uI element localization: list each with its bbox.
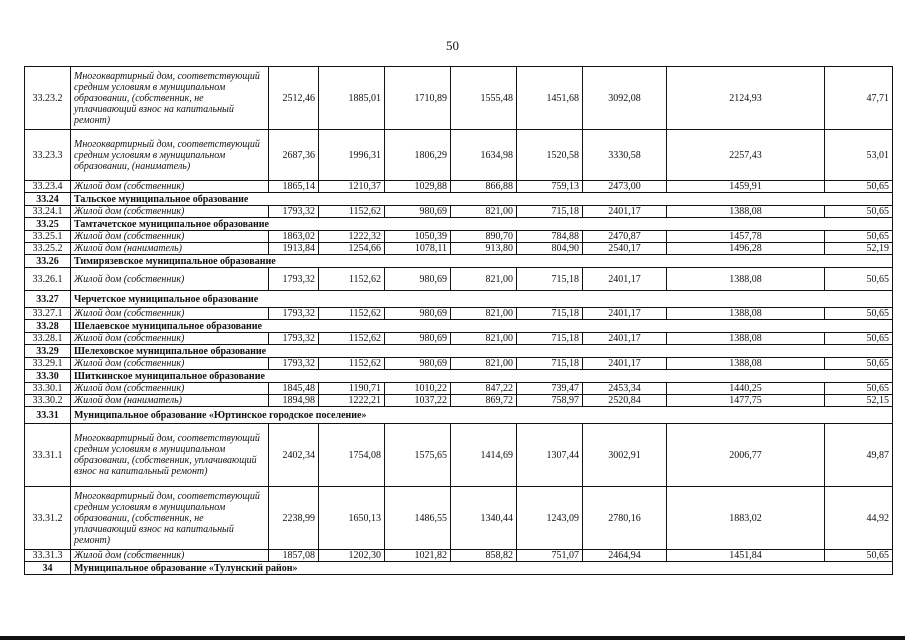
value-cell: 50,65 (825, 383, 893, 395)
value-cell: 2540,17 (583, 243, 667, 255)
value-cell: 869,72 (451, 395, 517, 407)
value-cell: 715,18 (517, 358, 583, 370)
value-cell: 1806,29 (385, 130, 451, 181)
row-code: 33.28.1 (25, 333, 71, 345)
value-cell: 1710,89 (385, 67, 451, 130)
table-row (25, 424, 893, 487)
row-description: Многоквартирный дом, соответствующий средним условиям в муниципальном образовании, (наниматель) (71, 130, 269, 181)
row-description: Жилой дом (собственник) (71, 383, 269, 395)
value-cell: 50,65 (825, 308, 893, 320)
value-cell: 2238,99 (269, 487, 319, 550)
value-cell: 44,92 (825, 487, 893, 550)
value-cell: 1793,32 (269, 206, 319, 218)
table-row (25, 333, 893, 345)
value-cell: 1254,66 (319, 243, 385, 255)
value-cell: 3330,58 (583, 130, 667, 181)
value-cell: 50,65 (825, 181, 893, 193)
page-number: 50 (446, 38, 459, 53)
value-cell: 1793,32 (269, 308, 319, 320)
value-cell: 980,69 (385, 308, 451, 320)
section-row (25, 370, 893, 383)
value-cell: 1190,71 (319, 383, 385, 395)
row-description: Многоквартирный дом, соответствующий средним условиям в муниципальном образовании, (собственник, не уплачивающий взнос на капитальный ремонт) (71, 487, 269, 550)
table-row (25, 231, 893, 243)
row-code: 33.25.1 (25, 231, 71, 243)
value-cell: 1152,62 (319, 308, 385, 320)
section-row (25, 320, 893, 333)
value-cell: 821,00 (451, 333, 517, 345)
value-cell: 784,88 (517, 231, 583, 243)
section-code: 33.26 (25, 255, 71, 268)
value-cell: 1845,48 (269, 383, 319, 395)
value-cell: 2401,17 (583, 268, 667, 291)
value-cell: 1010,22 (385, 383, 451, 395)
value-cell: 2464,94 (583, 550, 667, 562)
value-cell: 52,19 (825, 243, 893, 255)
value-cell: 2512,46 (269, 67, 319, 130)
value-cell: 53,01 (825, 130, 893, 181)
value-cell: 758,97 (517, 395, 583, 407)
value-cell: 1440,25 (667, 383, 825, 395)
value-cell: 759,13 (517, 181, 583, 193)
table-row (25, 487, 893, 550)
table-row (25, 550, 893, 562)
row-code: 33.31.1 (25, 424, 71, 487)
value-cell: 1883,02 (667, 487, 825, 550)
value-cell: 751,07 (517, 550, 583, 562)
value-cell: 1863,02 (269, 231, 319, 243)
tariff-table (24, 66, 893, 575)
row-description: Жилой дом (собственник) (71, 550, 269, 562)
value-cell: 1222,21 (319, 395, 385, 407)
value-cell: 821,00 (451, 358, 517, 370)
value-cell: 2780,16 (583, 487, 667, 550)
value-cell: 980,69 (385, 206, 451, 218)
value-cell: 1555,48 (451, 67, 517, 130)
value-cell: 2402,34 (269, 424, 319, 487)
value-cell: 49,87 (825, 424, 893, 487)
value-cell: 3092,08 (583, 67, 667, 130)
value-cell: 1520,58 (517, 130, 583, 181)
value-cell: 858,82 (451, 550, 517, 562)
row-code: 33.23.4 (25, 181, 71, 193)
row-code: 33.30.1 (25, 383, 71, 395)
value-cell: 1857,08 (269, 550, 319, 562)
value-cell: 1050,39 (385, 231, 451, 243)
value-cell: 1222,32 (319, 231, 385, 243)
row-code: 33.27.1 (25, 308, 71, 320)
value-cell: 1996,31 (319, 130, 385, 181)
section-title: Муниципальное образование «Тулунский район» (71, 562, 893, 575)
value-cell: 821,00 (451, 268, 517, 291)
row-code: 33.26.1 (25, 268, 71, 291)
value-cell: 1152,62 (319, 206, 385, 218)
value-cell: 1913,84 (269, 243, 319, 255)
value-cell: 1885,01 (319, 67, 385, 130)
value-cell: 2520,84 (583, 395, 667, 407)
value-cell: 50,65 (825, 206, 893, 218)
table-row (25, 268, 893, 291)
value-cell: 2401,17 (583, 206, 667, 218)
table-row (25, 395, 893, 407)
row-description: Жилой дом (собственник) (71, 181, 269, 193)
value-cell: 1388,08 (667, 333, 825, 345)
value-cell: 1388,08 (667, 268, 825, 291)
value-cell: 50,65 (825, 268, 893, 291)
value-cell: 1243,09 (517, 487, 583, 550)
value-cell: 980,69 (385, 268, 451, 291)
row-code: 33.29.1 (25, 358, 71, 370)
value-cell: 1210,37 (319, 181, 385, 193)
value-cell: 715,18 (517, 268, 583, 291)
section-title: Муниципальное образование «Юртинское городское поселение» (71, 407, 893, 424)
value-cell: 1459,91 (667, 181, 825, 193)
row-code: 33.31.3 (25, 550, 71, 562)
value-cell: 1451,68 (517, 67, 583, 130)
value-cell: 2473,00 (583, 181, 667, 193)
value-cell: 821,00 (451, 308, 517, 320)
value-cell: 913,80 (451, 243, 517, 255)
value-cell: 715,18 (517, 333, 583, 345)
row-description: Жилой дом (собственник) (71, 358, 269, 370)
value-cell: 50,65 (825, 231, 893, 243)
value-cell: 1793,32 (269, 333, 319, 345)
value-cell: 1340,44 (451, 487, 517, 550)
value-cell: 50,65 (825, 333, 893, 345)
table-row (25, 243, 893, 255)
value-cell: 2401,17 (583, 333, 667, 345)
value-cell: 715,18 (517, 308, 583, 320)
value-cell: 1451,84 (667, 550, 825, 562)
value-cell: 1865,14 (269, 181, 319, 193)
row-code: 33.30.2 (25, 395, 71, 407)
row-description: Многоквартирный дом, соответствующий средним условиям в муниципальном образовании, (собственник, не уплачивающий взнос на капитальный ремонт) (71, 67, 269, 130)
value-cell: 1793,32 (269, 268, 319, 291)
value-cell: 1793,32 (269, 358, 319, 370)
row-code: 33.23.3 (25, 130, 71, 181)
value-cell: 2257,43 (667, 130, 825, 181)
value-cell: 52,15 (825, 395, 893, 407)
row-code: 33.31.2 (25, 487, 71, 550)
value-cell: 3002,91 (583, 424, 667, 487)
row-code: 33.24.1 (25, 206, 71, 218)
row-description: Жилой дом (наниматель) (71, 395, 269, 407)
value-cell: 1307,44 (517, 424, 583, 487)
section-row (25, 562, 893, 575)
section-code: 33.28 (25, 320, 71, 333)
row-description: Жилой дом (собственник) (71, 206, 269, 218)
value-cell: 1575,65 (385, 424, 451, 487)
scan-bottom-edge (0, 636, 905, 640)
section-code: 33.31 (25, 407, 71, 424)
value-cell: 1650,13 (319, 487, 385, 550)
section-code: 33.27 (25, 291, 71, 308)
section-code: 33.24 (25, 193, 71, 206)
section-code: 33.30 (25, 370, 71, 383)
row-description: Жилой дом (собственник) (71, 333, 269, 345)
row-code: 33.23.2 (25, 67, 71, 130)
value-cell: 1388,08 (667, 308, 825, 320)
value-cell: 2401,17 (583, 308, 667, 320)
value-cell: 1152,62 (319, 268, 385, 291)
section-row (25, 255, 893, 268)
section-row (25, 291, 893, 308)
row-description: Жилой дом (собственник) (71, 308, 269, 320)
value-cell: 47,71 (825, 67, 893, 130)
value-cell: 1477,75 (667, 395, 825, 407)
value-cell: 821,00 (451, 206, 517, 218)
value-cell: 1388,08 (667, 358, 825, 370)
table-row (25, 130, 893, 181)
value-cell: 1021,82 (385, 550, 451, 562)
section-title: Черчетское муниципальное образование (71, 291, 893, 308)
value-cell: 739,47 (517, 383, 583, 395)
value-cell: 2401,17 (583, 358, 667, 370)
value-cell: 804,90 (517, 243, 583, 255)
table-row (25, 67, 893, 130)
section-title: Шелеховское муниципальное образование (71, 345, 893, 358)
value-cell: 1414,69 (451, 424, 517, 487)
value-cell: 2453,34 (583, 383, 667, 395)
section-row (25, 345, 893, 358)
table-row (25, 206, 893, 218)
table-row (25, 358, 893, 370)
value-cell: 50,65 (825, 550, 893, 562)
value-cell: 1894,98 (269, 395, 319, 407)
value-cell: 715,18 (517, 206, 583, 218)
value-cell: 1152,62 (319, 333, 385, 345)
row-description: Жилой дом (наниматель) (71, 243, 269, 255)
value-cell: 1486,55 (385, 487, 451, 550)
table-row (25, 383, 893, 395)
value-cell: 980,69 (385, 333, 451, 345)
table-row (25, 308, 893, 320)
section-title: Шиткинское муниципальное образование (71, 370, 893, 383)
row-description: Жилой дом (собственник) (71, 231, 269, 243)
value-cell: 2006,77 (667, 424, 825, 487)
value-cell: 1029,88 (385, 181, 451, 193)
section-code: 33.29 (25, 345, 71, 358)
value-cell: 866,88 (451, 181, 517, 193)
value-cell: 1388,08 (667, 206, 825, 218)
table-row (25, 181, 893, 193)
row-description: Многоквартирный дом, соответствующий средним условиям в муниципальном образовании, (собственник, уплачивающий взнос на капитальный ремонт) (71, 424, 269, 487)
value-cell: 1754,08 (319, 424, 385, 487)
value-cell: 2124,93 (667, 67, 825, 130)
value-cell: 890,70 (451, 231, 517, 243)
section-row (25, 193, 893, 206)
table-body (25, 67, 893, 575)
value-cell: 2470,87 (583, 231, 667, 243)
value-cell: 1037,22 (385, 395, 451, 407)
row-code: 33.25.2 (25, 243, 71, 255)
value-cell: 1457,78 (667, 231, 825, 243)
value-cell: 1152,62 (319, 358, 385, 370)
section-title: Тамтачетское муниципальное образование (71, 218, 893, 231)
value-cell: 847,22 (451, 383, 517, 395)
value-cell: 980,69 (385, 358, 451, 370)
section-code: 34 (25, 562, 71, 575)
section-title: Тальское муниципальное образование (71, 193, 893, 206)
section-title: Шелаевское муниципальное образование (71, 320, 893, 333)
value-cell: 1496,28 (667, 243, 825, 255)
section-row (25, 407, 893, 424)
value-cell: 1078,11 (385, 243, 451, 255)
section-row (25, 218, 893, 231)
value-cell: 50,65 (825, 358, 893, 370)
value-cell: 2687,36 (269, 130, 319, 181)
section-title: Тимирязевское муниципальное образование (71, 255, 893, 268)
value-cell: 1634,98 (451, 130, 517, 181)
row-description: Жилой дом (собственник) (71, 268, 269, 291)
value-cell: 1202,30 (319, 550, 385, 562)
section-code: 33.25 (25, 218, 71, 231)
